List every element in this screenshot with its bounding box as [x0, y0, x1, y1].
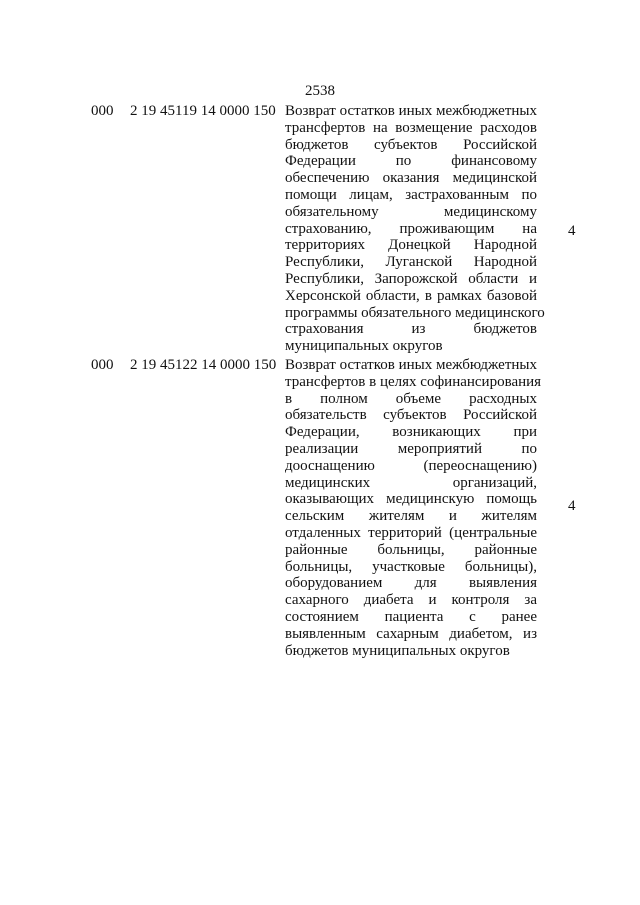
description-line: бюджетов субъектов Российской [285, 136, 537, 153]
description-line: Херсонской области, в рамках базовой [285, 287, 537, 304]
budget-classification-code: 2 19 45122 14 0000 150 [130, 357, 277, 373]
description-line: дооснащению (переоснащению) [285, 457, 537, 474]
description-line: сельским жителям и жителям [285, 508, 537, 525]
description-line: Возврат остатков иных межбюджетных [285, 103, 537, 119]
description-line: Республики, Луганской Народной [285, 254, 537, 271]
description-line: сахарного диабета и контроля за [285, 592, 537, 609]
description-line: Федерации по финансовому [285, 153, 537, 170]
description-line: обязательств субъектов Российской [285, 407, 537, 424]
description-line: в полном объеме расходных [285, 390, 537, 407]
budget-classification-code: 2 19 45119 14 0000 150 [130, 103, 276, 119]
description-line: помощи лицам, застрахованным по [285, 186, 537, 203]
description-line: оборудованием для выявления [285, 575, 537, 592]
description-line: трансфертов в целях софинансирования [285, 373, 542, 390]
description-line: районные больницы, районные [285, 541, 537, 558]
description-line: медицинских организаций, [285, 474, 537, 491]
description-line: реализации мероприятий по [285, 440, 537, 457]
allocation-norm: 4 [568, 223, 576, 239]
description-line: муниципальных округов [285, 338, 443, 355]
administrator-code: 000 [91, 103, 114, 119]
page-number: 2538 [305, 83, 335, 99]
income-description [285, 103, 545, 355]
allocation-norm: 4 [568, 498, 576, 514]
description-line: страхования из бюджетов [285, 321, 537, 338]
description-line: страхованию, проживающим на [285, 220, 537, 237]
description-line: выявленным сахарным диабетом, из [285, 625, 537, 642]
description-line: программы обязательного медицинского [285, 304, 545, 321]
description-line: территориях Донецкой Народной [285, 237, 537, 254]
description-line: отдаленных территорий (центральные [285, 524, 537, 541]
description-line: Республики, Запорожской области и [285, 270, 537, 287]
description-line: Федерации, возникающих при [285, 424, 537, 441]
administrator-code: 000 [91, 357, 114, 373]
description-line: состоянием пациента с ранее [285, 608, 537, 625]
income-description [285, 357, 542, 659]
description-line: Возврат остатков иных межбюджетных [285, 357, 537, 373]
description-line: оказывающих медицинскую помощь [285, 491, 537, 508]
description-line: больницы, участковые больницы), [285, 558, 537, 575]
description-line: бюджетов муниципальных округов [285, 642, 510, 659]
description-line: трансфертов на возмещение расходов [285, 119, 537, 136]
description-line: обеспечению оказания медицинской [285, 170, 537, 187]
description-line: обязательному медицинскому [285, 203, 537, 220]
